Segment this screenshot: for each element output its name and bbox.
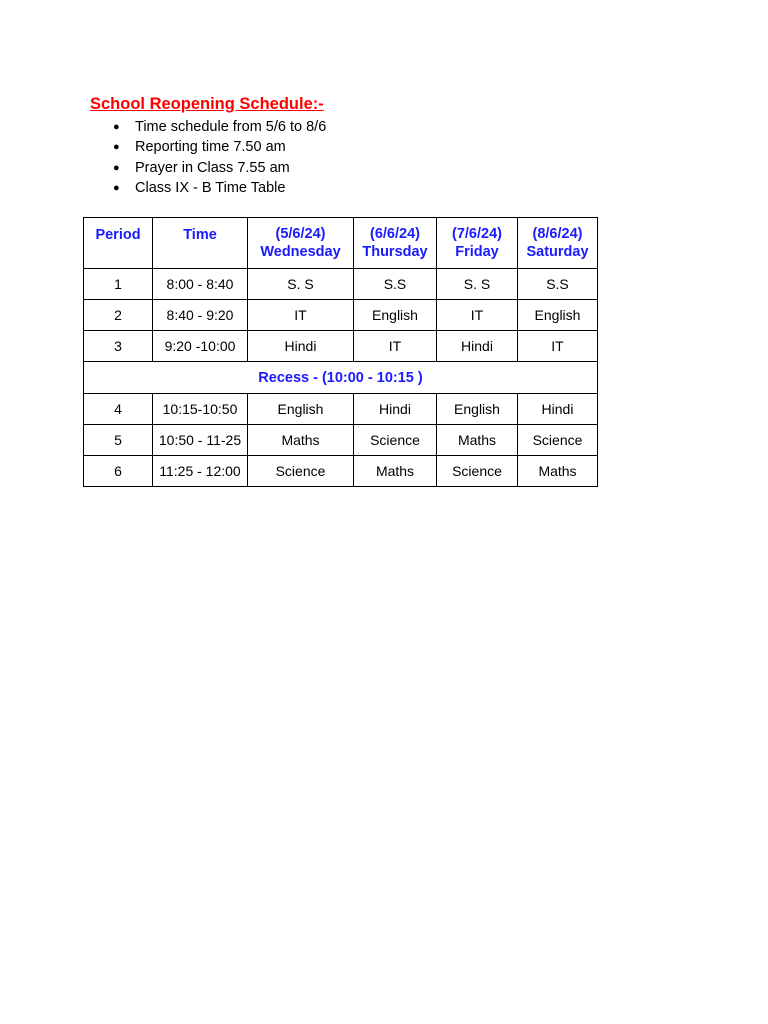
period-cell: 2 bbox=[84, 300, 153, 331]
time-cell: 10:50 - 11-25 bbox=[153, 425, 248, 456]
subject-cell: Science bbox=[354, 425, 437, 456]
table-row bbox=[84, 394, 598, 425]
subject-cell: S. S bbox=[248, 269, 354, 300]
note-text: Prayer in Class 7.55 am bbox=[135, 159, 290, 176]
subject-cell: IT bbox=[518, 331, 598, 362]
subject-cell: English bbox=[354, 300, 437, 331]
period-cell: 3 bbox=[84, 331, 153, 362]
table-row bbox=[84, 456, 598, 487]
timetable bbox=[83, 217, 598, 487]
time-cell: 9:20 -10:00 bbox=[153, 331, 248, 362]
day-name: Thursday bbox=[362, 244, 428, 260]
day-header-friday bbox=[437, 218, 518, 269]
day-date: (6/6/24) bbox=[370, 226, 420, 242]
page-title: School Reopening Schedule:- bbox=[90, 95, 324, 113]
time-cell: 8:40 - 9:20 bbox=[153, 300, 248, 331]
subject-cell: English bbox=[518, 300, 598, 331]
day-header-thursday bbox=[354, 218, 437, 269]
list-item bbox=[113, 178, 326, 198]
bullet-icon: ● bbox=[113, 181, 120, 194]
subject-cell: IT bbox=[248, 300, 354, 331]
bullet-icon: ● bbox=[113, 121, 120, 133]
list-item bbox=[113, 137, 326, 157]
day-header-saturday bbox=[518, 218, 598, 269]
period-cell: 6 bbox=[84, 456, 153, 487]
subject-cell: Hindi bbox=[437, 331, 518, 362]
day-header-wednesday bbox=[248, 218, 354, 269]
time-cell: 8:00 - 8:40 bbox=[153, 269, 248, 300]
note-text: Reporting time 7.50 am bbox=[135, 139, 286, 156]
bullet-icon: ● bbox=[113, 161, 120, 174]
subject-cell: Science bbox=[437, 456, 518, 487]
time-header: Time bbox=[153, 218, 248, 269]
subject-cell: Maths bbox=[437, 425, 518, 456]
day-date: (8/6/24) bbox=[532, 226, 583, 242]
subject-cell: S.S bbox=[518, 269, 598, 300]
period-cell: 4 bbox=[84, 394, 153, 425]
day-name: Friday bbox=[455, 244, 499, 260]
period-cell: 5 bbox=[84, 425, 153, 456]
table-row bbox=[84, 300, 598, 331]
subject-cell: S. S bbox=[437, 269, 518, 300]
subject-cell: English bbox=[437, 394, 518, 425]
subject-cell: Hindi bbox=[354, 394, 437, 425]
recess-label: Recess - (10:00 - 10:15 ) bbox=[84, 362, 598, 394]
subject-cell: IT bbox=[437, 300, 518, 331]
day-name: Wednesday bbox=[260, 244, 341, 260]
day-name: Saturday bbox=[526, 244, 589, 260]
bullet-icon: ● bbox=[113, 141, 120, 154]
subject-cell: Maths bbox=[248, 425, 354, 456]
list-item bbox=[113, 117, 326, 137]
day-date: (5/6/24) bbox=[275, 226, 326, 242]
table-row bbox=[84, 425, 598, 456]
subject-cell: English bbox=[248, 394, 354, 425]
subject-cell: Hindi bbox=[518, 394, 598, 425]
table-row bbox=[84, 269, 598, 300]
subject-cell: Science bbox=[248, 456, 354, 487]
time-cell: 10:15-10:50 bbox=[153, 394, 248, 425]
note-text: Time schedule from 5/6 to 8/6 bbox=[135, 119, 327, 135]
time-cell: 11:25 - 12:00 bbox=[153, 456, 248, 487]
recess-row bbox=[84, 362, 598, 394]
subject-cell: S.S bbox=[354, 269, 437, 300]
subject-cell: Science bbox=[518, 425, 598, 456]
table-row bbox=[84, 331, 598, 362]
subject-cell: Maths bbox=[518, 456, 598, 487]
note-text: Class IX - B Time Table bbox=[135, 179, 286, 196]
subject-cell: Hindi bbox=[248, 331, 354, 362]
period-cell: 1 bbox=[84, 269, 153, 300]
subject-cell: Maths bbox=[354, 456, 437, 487]
period-header: Period bbox=[84, 218, 153, 269]
day-date: (7/6/24) bbox=[452, 226, 502, 242]
subject-cell: IT bbox=[354, 331, 437, 362]
list-item bbox=[113, 158, 326, 178]
header-row bbox=[84, 218, 598, 269]
notes-list bbox=[113, 117, 326, 198]
